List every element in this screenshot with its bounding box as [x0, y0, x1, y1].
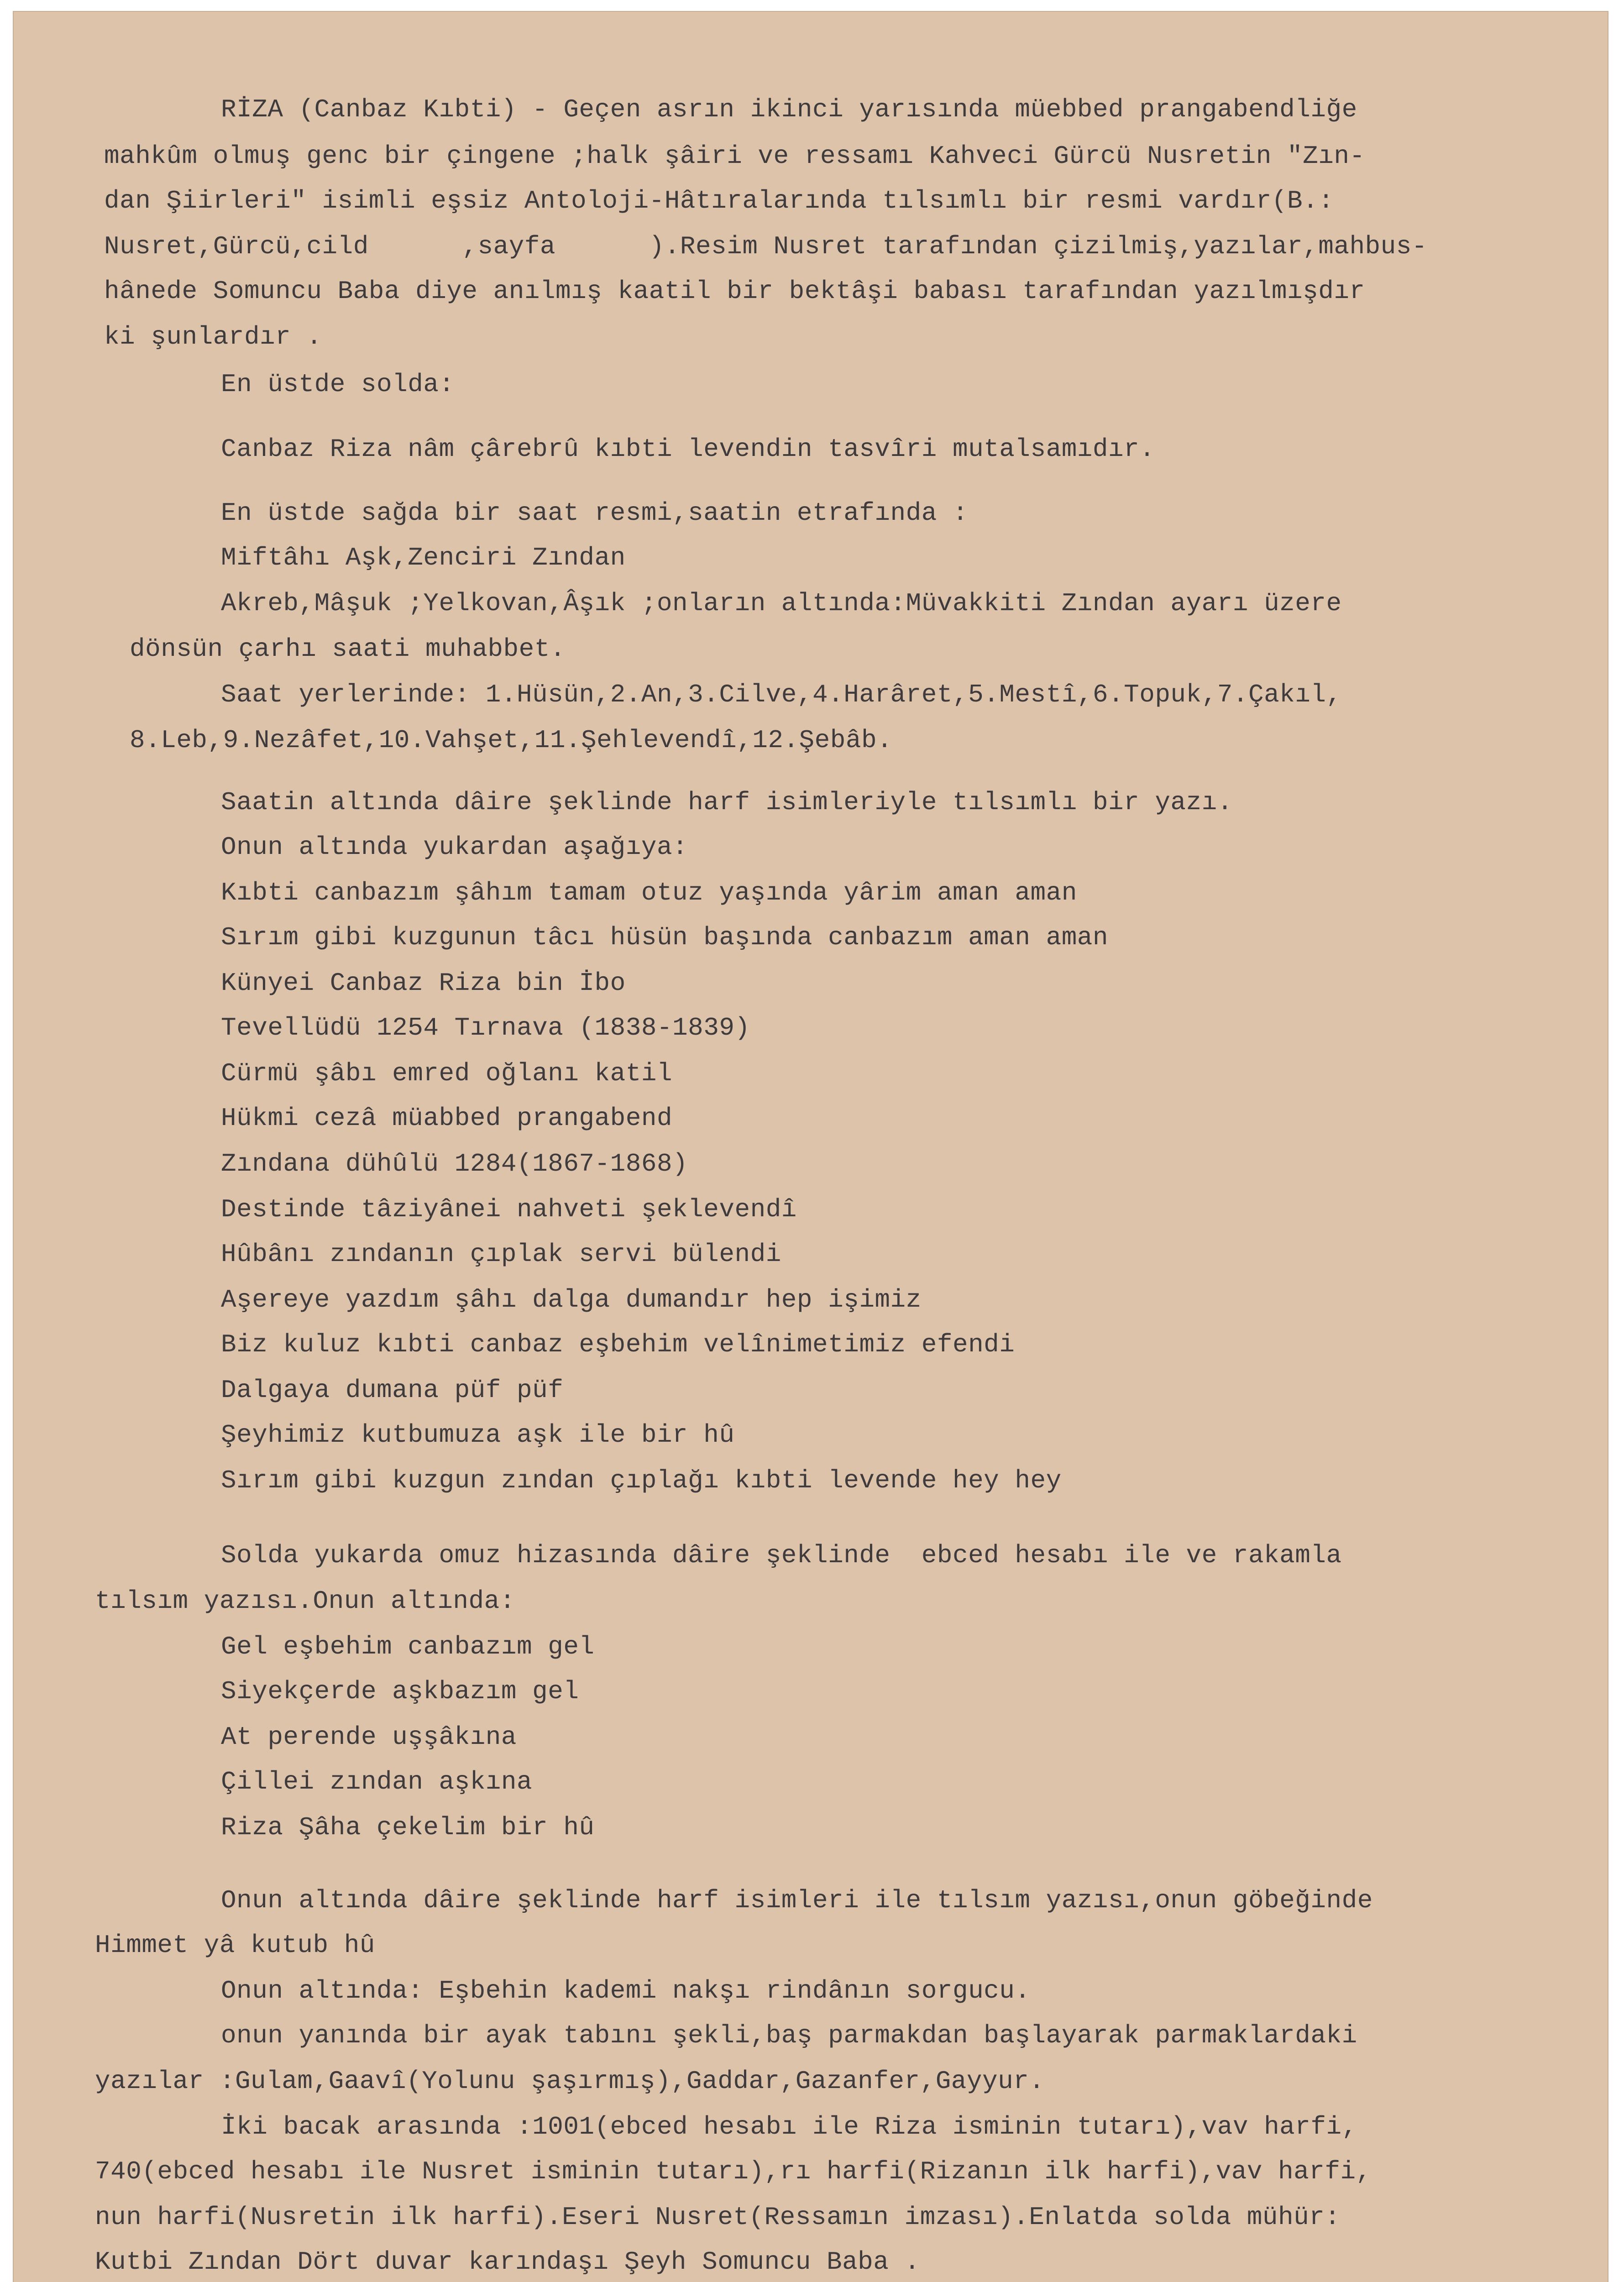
text-line: onun yanında bir ayak tabını şekli,baş parmakdan başlayarak parmaklardaki — [221, 2021, 1357, 2050]
text-line: Saat yerlerinde: 1.Hüsün,2.An,3.Cilve,4.Harâret,5.Mestî,6.Topuk,7.Çakıl, — [221, 680, 1342, 709]
text-line: Şeyhimiz kutbumuza aşk ile bir hû — [221, 1420, 735, 1450]
text-line: Tevellüdü 1254 Tırnava (1838-1839) — [221, 1013, 750, 1042]
text-line: En üstde sağda bir saat resmi,saatin etrafında : — [221, 498, 969, 528]
text-line: 8.Leb,9.Nezâfet,10.Vahşet,11.Şehlevendî,12.Şebâb. — [130, 726, 893, 755]
text-line: yazılar :Gulam,Gaavî(Yolunu şaşırmış),Gaddar,Gazanfer,Gayyur. — [95, 2067, 1045, 2096]
text-line: Hükmi cezâ müabbed prangabend — [221, 1104, 673, 1133]
text-line: Solda yukarda omuz hizasında dâire şeklinde ebced hesabı ile ve rakamla — [221, 1541, 1342, 1570]
text-line: Aşereye yazdım şâhı dalga dumandır hep işimiz — [221, 1285, 922, 1314]
text-line: ki şunlardır . — [104, 322, 322, 351]
text-line: At perende uşşâkına — [221, 1722, 517, 1752]
text-line: Çillei zından aşkına — [221, 1767, 533, 1796]
text-line: Zındana dühûlü 1284(1867-1868) — [221, 1149, 688, 1178]
text-line: Kutbi Zından Dört duvar karındaşı Şeyh Somuncu Baba . — [95, 2247, 920, 2277]
text-line: Siyekçerde aşkbazım gel — [221, 1677, 579, 1706]
text-line: Himmet yâ kutub hû — [95, 1931, 375, 1960]
text-line: tılsım yazısı.Onun altında: — [95, 1586, 515, 1616]
text-line: Miftâhı Aşk,Zenciri Zından — [221, 543, 626, 572]
text-line: Destinde tâziyânei nahveti şeklevendî — [221, 1195, 797, 1224]
text-line: Sırım gibi kuzgunun tâcı hüsün başında canbazım aman aman — [221, 923, 1109, 952]
text-line: hânede Somuncu Baba diye anılmış kaatil bir bektâşi babası tarafından yazılmışdır — [104, 277, 1365, 306]
text-line: 740(ebced hesabı ile Nusret isminin tutarı),rı harfi(Rizanın ilk harfi),vav harfi, — [95, 2157, 1372, 2186]
text-line: Sırım gibi kuzgun zından çıplağı kıbti levende hey hey — [221, 1466, 1062, 1495]
text-line: Nusret,Gürcü,cild ,sayfa ).Resim Nusret tarafından çizilmiş,yazılar,mahbus- — [104, 232, 1427, 261]
text-line: RİZA (Canbaz Kıbti) - Geçen asrın ikinci yarısında müebbed prangabendliğe — [221, 95, 1357, 124]
text-line: Künyei Canbaz Riza bin İbo — [221, 968, 626, 998]
text-line: nun harfi(Nusretin ilk harfi).Eseri Nusret(Ressamın imzası).Enlatda solda mühür: — [95, 2203, 1341, 2232]
text-line: Gel eşbehim canbazım gel — [221, 1632, 595, 1661]
text-line: Kıbti canbazım şâhım tamam otuz yaşında yârim aman aman — [221, 878, 1077, 907]
text-line: dan Şiirleri" isimli eşsiz Antoloji-Hâtıralarında tılsımlı bir resmi vardır(B.: — [104, 186, 1334, 215]
text-line: Onun altında dâire şeklinde harf isimleri ile tılsım yazısı,onun göbeğinde — [221, 1886, 1373, 1915]
text-line: Dalgaya dumana püf püf — [221, 1376, 564, 1405]
text-line: En üstde solda: — [221, 370, 455, 399]
text-line: dönsün çarhı saati muhabbet. — [130, 634, 566, 664]
text-line: mahkûm olmuş genc bir çingene ;halk şâiri ve ressamı Kahveci Gürcü Nusretin "Zın- — [104, 141, 1365, 171]
text-line: İki bacak arasında :1001(ebced hesabı ile Riza isminin tutarı),vav harfi, — [221, 2112, 1357, 2141]
text-line: Onun altında: Eşbehin kademi nakşı rindânın sorgucu. — [221, 1976, 1031, 2005]
text-line: Onun altında yukardan aşağıya: — [221, 832, 688, 862]
text-line: Saatin altında dâire şeklinde harf isimleriyle tılsımlı bir yazı. — [221, 788, 1233, 817]
text-line: Canbaz Riza nâm çârebrû kıbti levendin tasvîri mutalsamıdır. — [221, 434, 1155, 464]
text-line: Hûbânı zındanın çıplak servi bülendi — [221, 1240, 781, 1269]
text-line: Riza Şâha çekelim bir hû — [221, 1813, 595, 1842]
paper-sheet — [13, 11, 1608, 2282]
text-line: Cürmü şâbı emred oğlanı katil — [221, 1059, 673, 1088]
text-line: Biz kuluz kıbti canbaz eşbehim velînimetimiz efendi — [221, 1330, 1015, 1359]
text-line: Akreb,Mâşuk ;Yelkovan,Âşık ;onların altında:Müvakkiti Zından ayarı üzere — [221, 589, 1342, 618]
